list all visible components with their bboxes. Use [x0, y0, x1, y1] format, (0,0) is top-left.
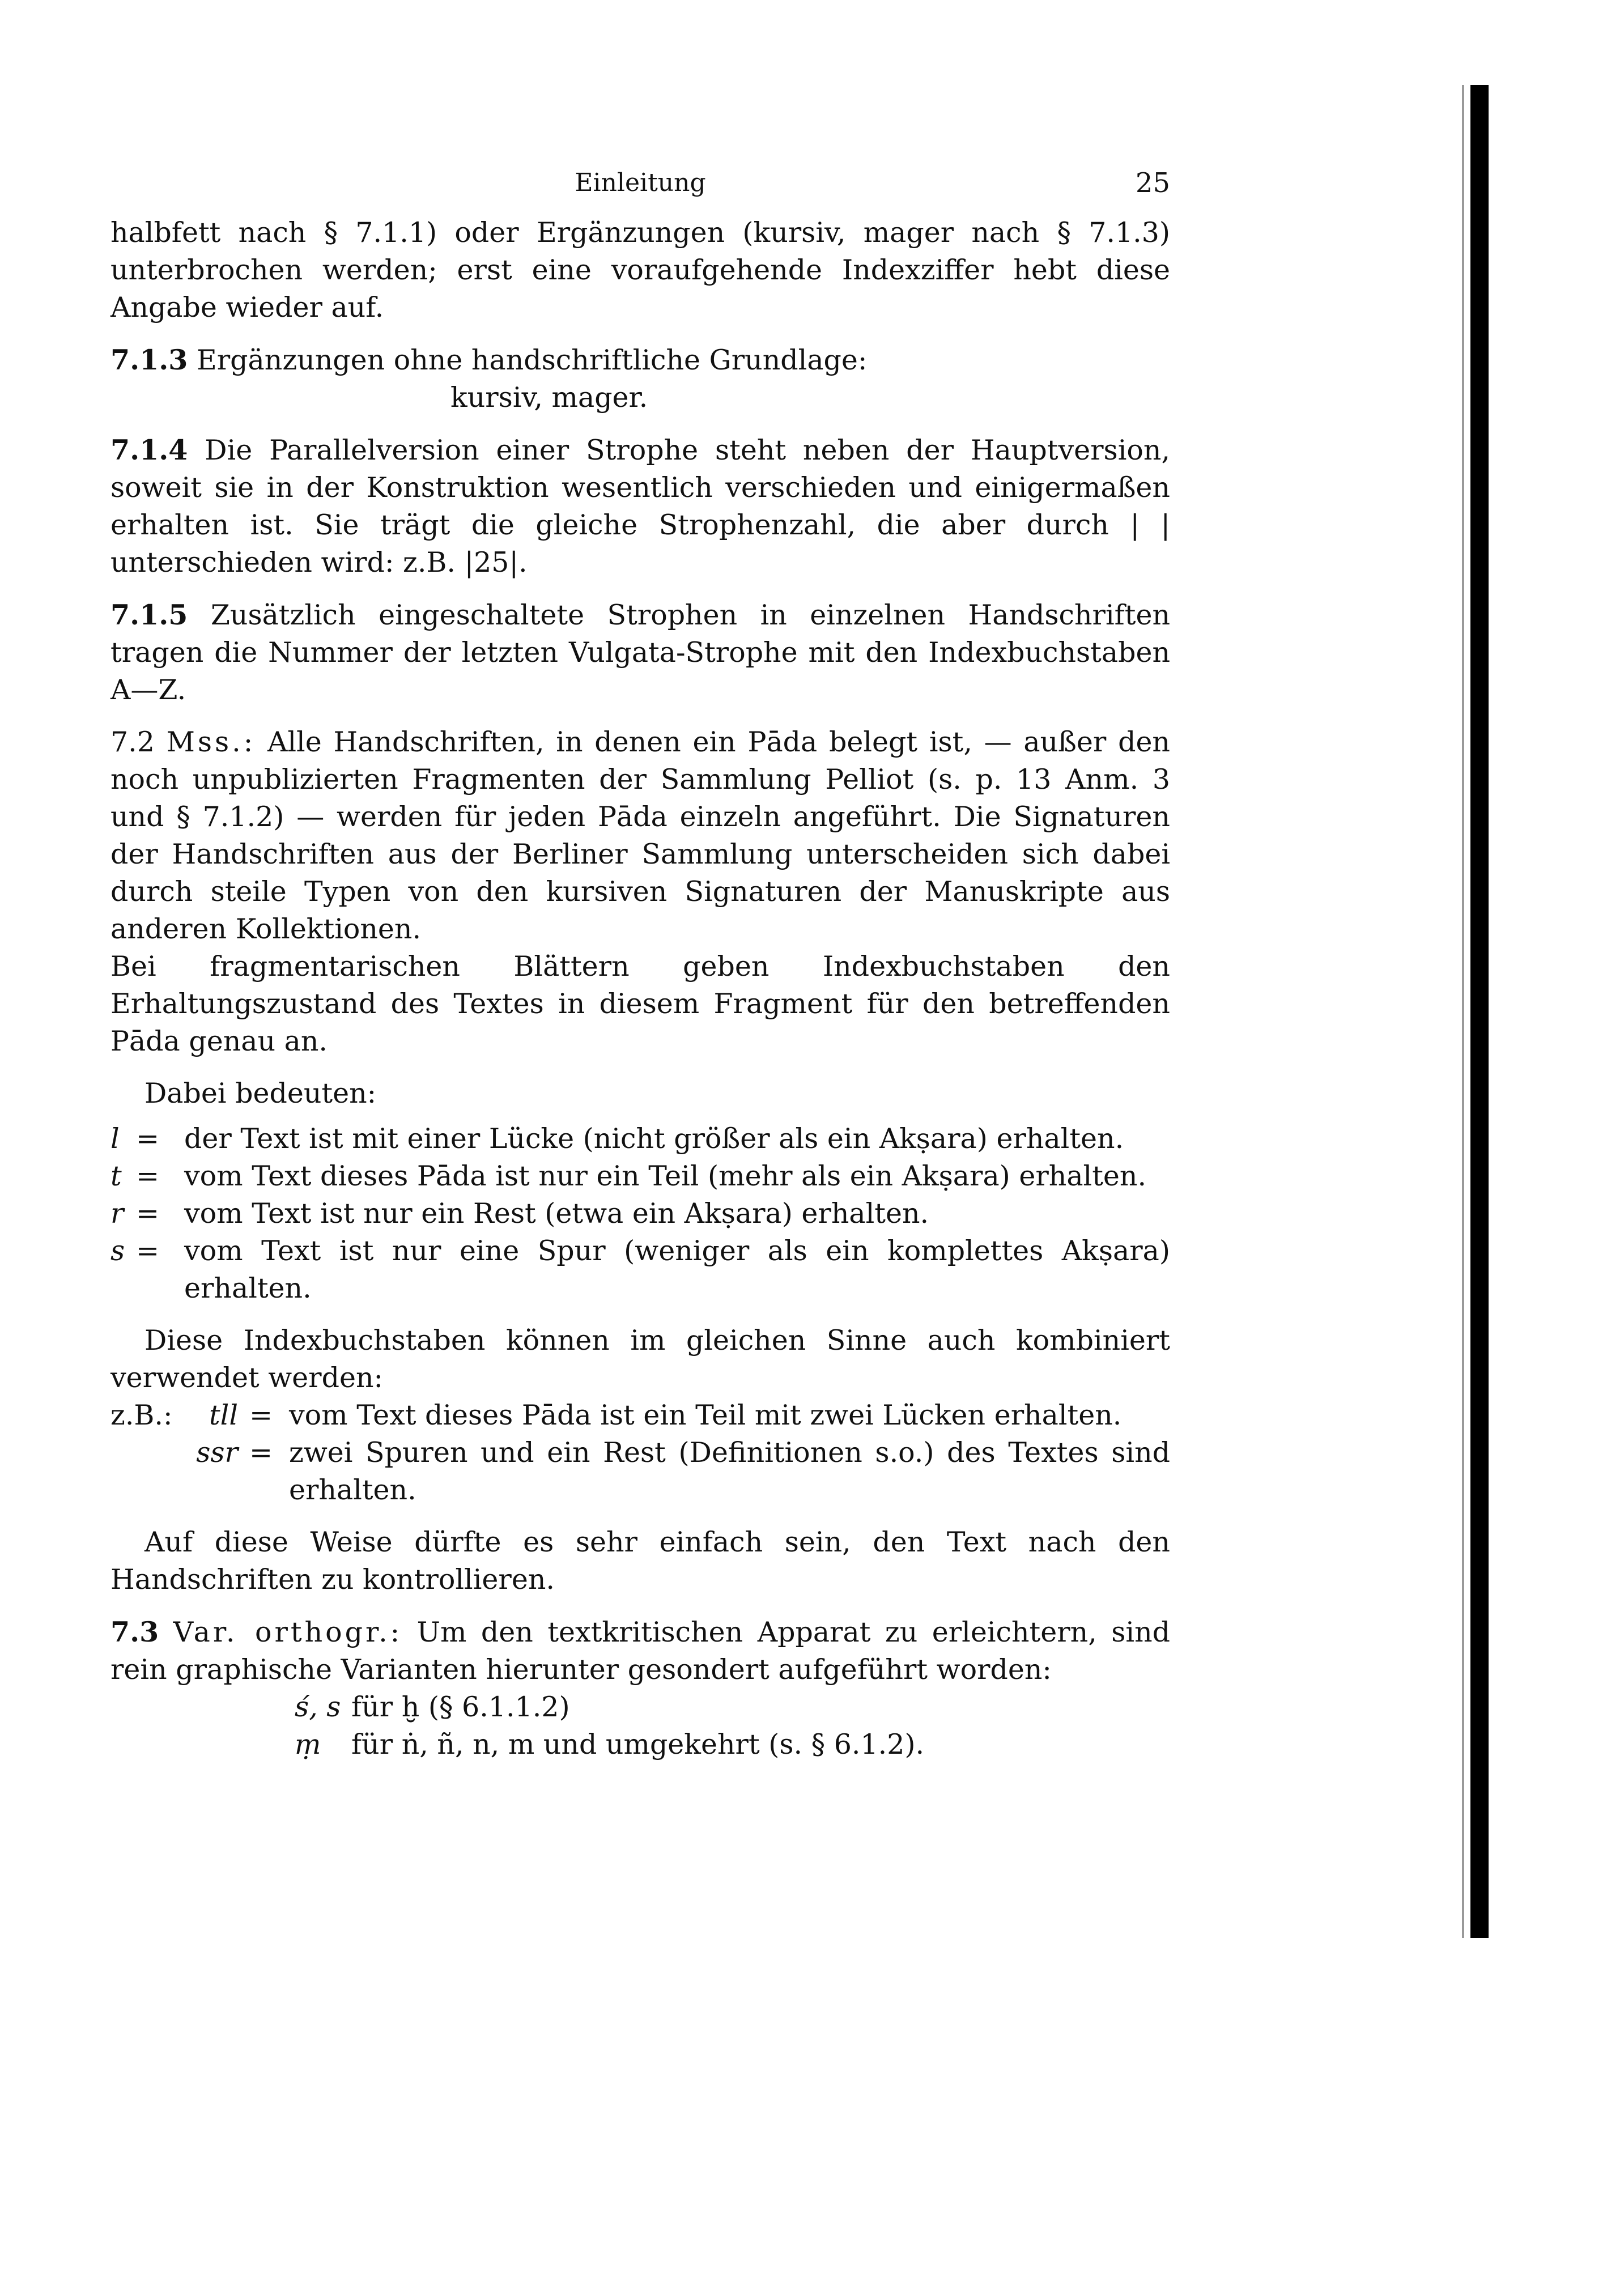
- combined-key: tll: [209, 1399, 238, 1431]
- definition-key: s: [110, 1235, 125, 1267]
- section-7-1-3: [110, 341, 1170, 379]
- variant-text: für ṅ, ñ, n, m und umgekehrt (s. § 6.1.2).: [351, 1728, 925, 1761]
- definition-row: [110, 1232, 1170, 1307]
- definition-text: vom Text dieses Pāda ist nur ein Teil (mehr als ein Akṣara) erhalten.: [184, 1160, 1147, 1192]
- variant-row: [295, 1689, 1170, 1726]
- section-label: Mss.:: [166, 726, 256, 758]
- equals-sign: =: [136, 1123, 160, 1155]
- variant-symbol: ṃ: [295, 1728, 321, 1761]
- definition-key: l: [110, 1123, 120, 1155]
- combined-row: [110, 1397, 1170, 1434]
- variant-list: [110, 1689, 1170, 1763]
- definition-list: [110, 1120, 1170, 1307]
- variant-text: für ḫ (§ 6.1.1.2): [351, 1691, 570, 1723]
- page-number: 25: [1135, 167, 1170, 199]
- example-prefix: z.B.:: [110, 1399, 173, 1431]
- section-number: 7.1.5: [110, 598, 188, 631]
- section-7-2-continued: Bei fragmentarischen Blättern geben Indexbuchstaben den Erhaltungszustand des Textes in diesem Fragment für den betreffenden Pāda genau an.: [110, 950, 1170, 1057]
- section-7-1-3-sub: kursiv, mager.: [450, 381, 648, 414]
- section-number: 7.2: [110, 726, 155, 758]
- combined-outro: Auf diese Weise dürfte es sehr einfach sein, den Text nach den Handschriften zu kontrollieren.: [110, 1526, 1170, 1596]
- combined-row: [110, 1434, 1170, 1509]
- section-text: Ergänzungen ohne handschriftliche Grundlage:: [196, 344, 868, 376]
- equals-sign: =: [136, 1235, 160, 1267]
- section-text: Zusätzlich eingeschaltete Strophen in einzelnen Handschriften tragen die Nummer der letzten Vulgata-Strophe mit den Indexbuchstaben A—Z.: [110, 599, 1170, 706]
- definition-text: vom Text ist nur eine Spur (weniger als ein komplettes Akṣara) erhalten.: [184, 1235, 1170, 1304]
- section-7-1-5: [110, 596, 1170, 709]
- dabei-bedeuten: Dabei bedeuten:: [144, 1077, 377, 1109]
- scan-border: [1470, 85, 1489, 1938]
- equals-sign: =: [249, 1399, 273, 1431]
- page-header: [110, 164, 1170, 202]
- variant-row: [295, 1726, 1170, 1763]
- section-text: Alle Handschriften, in denen ein Pāda belegt ist, — außer den noch unpublizierten Fragmenten der Sammlung Pelliot (s. p. 13 Anm. 3 und § 7.1.2) — werden für jeden Pāda einzeln angeführt. Die Signaturen der Handschriften aus der Berliner Sammlung unterscheiden sich dabei durch steile Typen von den kursiven Signaturen der Manuskripte aus anderen Kollektionen.: [110, 726, 1170, 945]
- definition-row: [110, 1195, 1170, 1232]
- paragraph-continuation: halbfett nach § 7.1.1) oder Ergänzungen (kursiv, mager nach § 7.1.3) unterbrochen werden; erst eine voraufgehende Indexziffer hebt diese Angabe wieder auf.: [110, 216, 1170, 324]
- section-label: Var. orthogr.:: [173, 1616, 403, 1648]
- combined-text: vom Text dieses Pāda ist ein Teil mit zwei Lücken erhalten.: [289, 1399, 1122, 1431]
- running-title: Einleitung: [575, 168, 706, 197]
- equals-sign: =: [249, 1436, 273, 1469]
- definition-row: [110, 1158, 1170, 1195]
- definition-key: r: [110, 1197, 124, 1230]
- definition-text: der Text ist mit einer Lücke (nicht größer als ein Akṣara) erhalten.: [184, 1123, 1124, 1155]
- variant-symbol: ś, s: [295, 1691, 341, 1723]
- section-text: Die Parallelversion einer Strophe steht neben der Hauptversion, soweit sie in der Konstruktion wesentlich verschieden und einigermaßen erhalten ist. Sie trägt die gleiche Strophenzahl, die aber durch | | unterschieden wird: z.B. |25|.: [110, 434, 1170, 579]
- definition-text: vom Text ist nur ein Rest (etwa ein Akṣara) erhalten.: [184, 1197, 929, 1230]
- section-number: 7.3: [110, 1615, 159, 1648]
- section-7-3: [110, 1613, 1170, 1689]
- section-7-2: [110, 724, 1170, 948]
- binding-edge: [1462, 85, 1464, 1938]
- combined-key: ssr: [196, 1436, 238, 1469]
- section-7-1-4: [110, 431, 1170, 581]
- equals-sign: =: [136, 1197, 160, 1230]
- definition-row: [110, 1120, 1170, 1158]
- combined-text: zwei Spuren und ein Rest (Definitionen s.o.) des Textes sind erhalten.: [289, 1436, 1170, 1506]
- section-number: 7.1.3: [110, 343, 188, 376]
- document-page: [110, 164, 1170, 1763]
- equals-sign: =: [136, 1160, 160, 1192]
- section-text: Um den textkritischen Apparat zu erleichtern, sind rein graphische Varianten hierunter gesondert aufgeführt worden:: [110, 1616, 1171, 1686]
- section-number: 7.1.4: [110, 433, 188, 466]
- combined-intro: Diese Indexbuchstaben können im gleichen Sinne auch kombiniert verwendet werden:: [110, 1324, 1170, 1394]
- definition-key: t: [110, 1160, 122, 1192]
